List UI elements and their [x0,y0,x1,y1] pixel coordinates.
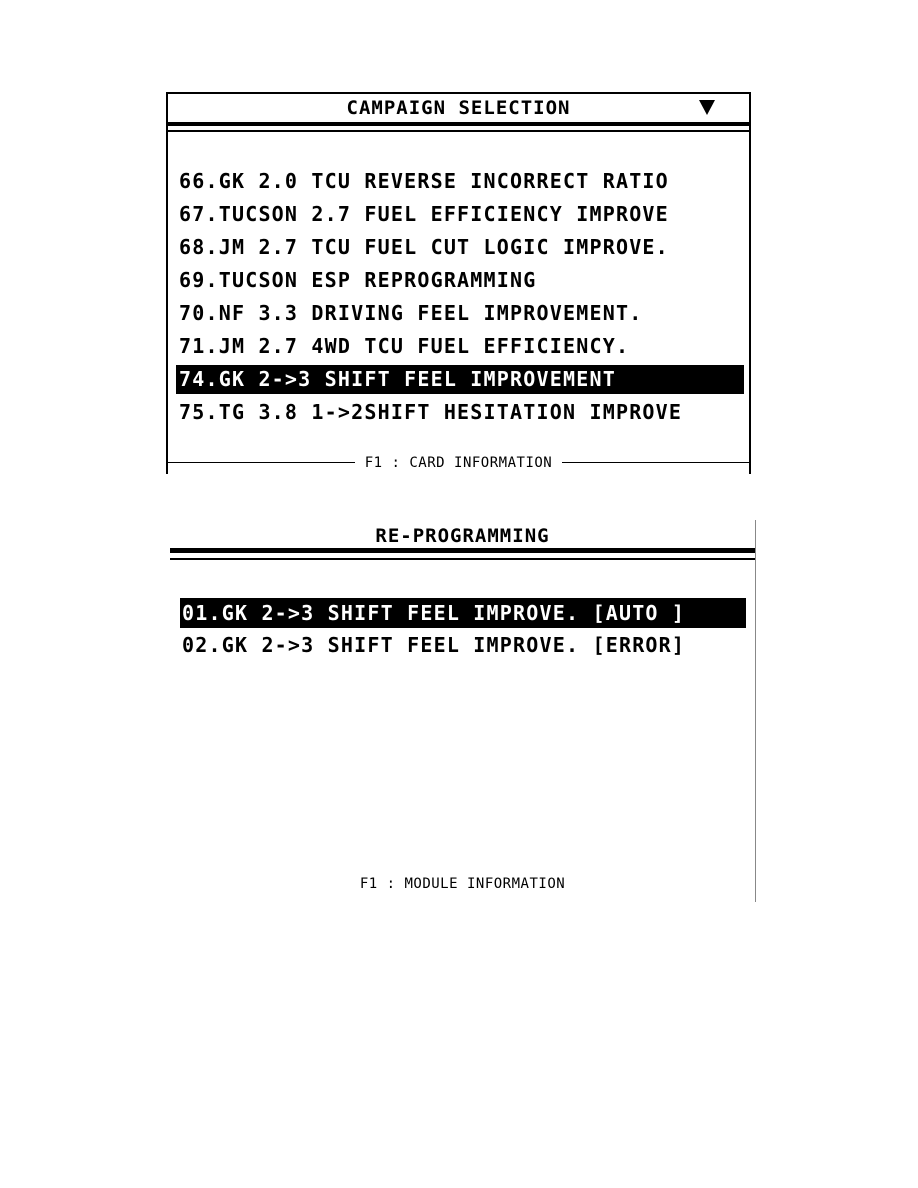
campaign-header [168,94,749,122]
campaign-item-69[interactable]: 69.TUCSON ESP REPROGRAMMING [179,268,537,292]
header-divider-thin [168,130,749,132]
header-divider-thick [170,548,755,553]
reprogramming-screen [170,520,756,902]
campaign-item-68[interactable]: 68.JM 2.7 TCU FUEL CUT LOGIC IMPROVE. [179,235,669,259]
reprogramming-title: RE-PROGRAMMING [375,525,550,547]
module-information-hint: F1 : MODULE INFORMATION [359,876,566,892]
module-item-02[interactable]: 02.GK 2->3 SHIFT FEEL IMPROVE. [ERROR] [182,633,686,657]
campaign-list [176,165,744,429]
campaign-item-74-selected[interactable]: 74.GK 2->3 SHIFT FEEL IMPROVEMENT [176,365,744,394]
campaign-item-75[interactable]: 75.TG 3.8 1->2SHIFT HESITATION IMPROVE [179,400,683,424]
campaign-item-70[interactable]: 70.NF 3.3 DRIVING FEEL IMPROVEMENT. [179,301,643,325]
campaign-item-71[interactable]: 71.JM 2.7 4WD TCU FUEL EFFICIENCY. [179,334,630,358]
module-item-01-selected[interactable]: 01.GK 2->3 SHIFT FEEL IMPROVE. [AUTO ] [180,598,746,628]
campaign-footer [168,452,749,473]
campaign-item-67[interactable]: 67.TUCSON 2.7 FUEL EFFICIENCY IMPROVE [179,202,669,226]
campaign-title: CAMPAIGN SELECTION [346,97,571,119]
campaign-item-66[interactable]: 66.GK 2.0 TCU REVERSE INCORRECT RATIO [179,169,669,193]
card-information-hint: F1 : CARD INFORMATION [355,455,563,471]
campaign-selection-screen [166,92,751,474]
header-divider-thin [170,558,755,560]
reprogramming-list [180,598,746,662]
header-divider-thick [168,122,749,126]
triangle-down-icon[interactable] [699,100,715,115]
